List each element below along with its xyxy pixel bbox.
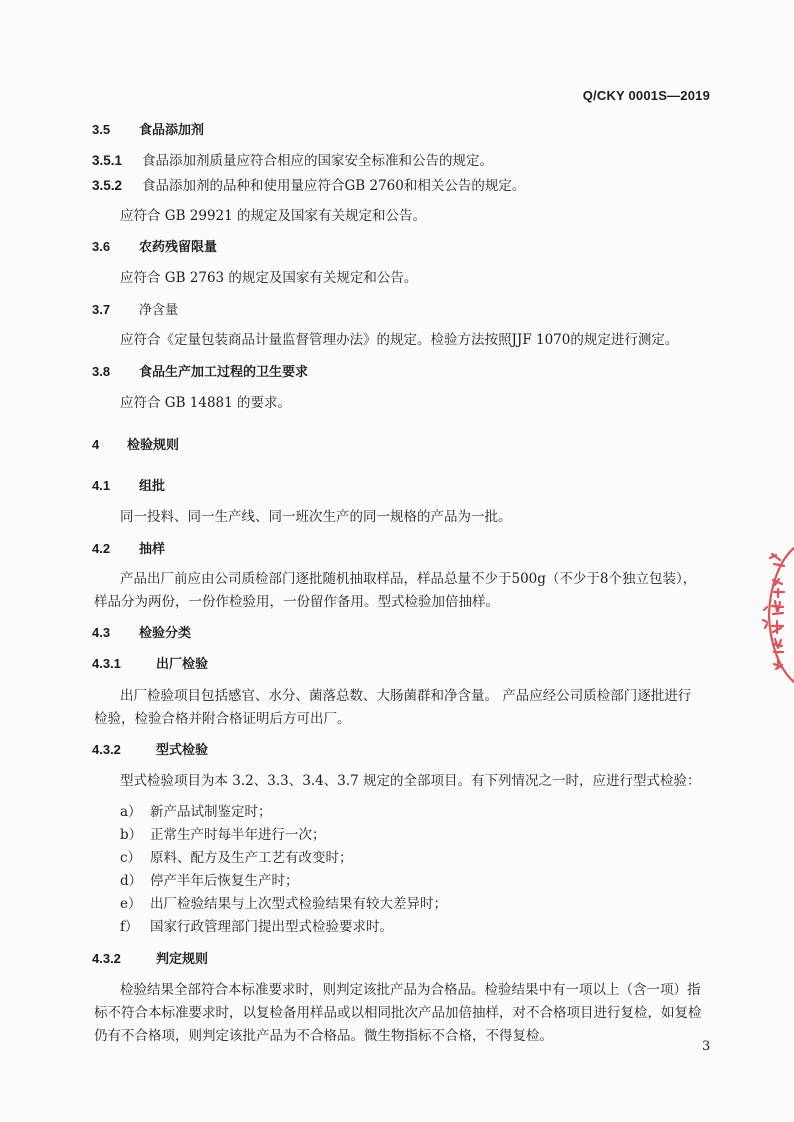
red-seal-stamp [760,540,794,690]
paragraph: 应符合 GB 2763 的规定及国家有关规定和公告。 [120,270,418,286]
section-heading-4-3: 4.3 检验分类 [92,625,192,641]
paragraph: 产品出厂前应由公司质检部门逐批随机抽取样品，样品总量不少于500g（不少于8个独立包装）， [120,571,697,587]
section-heading-4-3-2: 4.3.2 型式检验 [92,742,209,758]
page-number: 3 [702,1039,711,1054]
paragraph-continuation: 样品分为两份，一份作检验用，一份留作备用。型式检验加倍抽样。 [94,594,499,610]
paragraph: 检验结果全部符合本标准要求时，则判定该批产品为合格品。检验结果中有一项以上（含一项）指 [120,982,701,998]
list-item: e） 出厂检验结果与上次型式检验结果有较大差异时； [120,896,447,912]
clause-3-5-1: 3.5.1 食品添加剂质量应符合相应的国家安全标准和公告的规定。 [92,153,493,169]
paragraph-continuation: 仍有不合格项，则判定该批产品为不合格品。微生物指标不合格，不得复检。 [94,1028,553,1044]
paragraph: 应符合 GB 14881 的要求。 [120,395,292,411]
paragraph: 型式检验项目为本 3.2、3.3、3.4、3.7 规定的全部项目。有下列情况之一时，应进行型式检验： [120,773,701,789]
list-item: d） 停产半年后恢复生产时； [120,873,299,889]
paragraph: 出厂检验项目包括感官、水分、菌落总数、大肠菌群和净含量。 产品应经公司质检部门逐批进行 [120,688,692,704]
list-item: b） 正常生产时每半年进行一次； [120,827,326,843]
list-item: f） 国家行政管理部门提出型式检验要求时。 [120,919,393,935]
list-item: a） 新产品试制鉴定时； [120,804,272,820]
section-heading-3-5: 3.5 食品添加剂 [92,122,205,138]
section-heading-judgement-rules: 4.3.2 判定规则 [92,951,209,967]
paragraph: 应符合 GB 29921 的规定及国家有关规定和公告。 [120,208,427,224]
standard-number: Q/CKY 0001S—2019 [582,88,710,103]
section-heading-3-8: 3.8 食品生产加工过程的卫生要求 [92,364,309,380]
paragraph-continuation: 检验，检验合格并附合格证明后方可出厂。 [94,711,351,727]
paragraph: 同一投料、同一生产线、同一班次生产的同一规格的产品为一批。 [120,509,512,525]
section-heading-3-6: 3.6 农药残留限量 [92,239,218,255]
list-item: c） 原料、配方及生产工艺有改变时； [120,850,353,866]
section-heading-3-7: 3.7 净含量 [92,302,179,318]
paragraph: 应符合《定量包装商品计量监督管理办法》的规定。检验方法按照JJF 1070的规定进行测定。 [120,332,679,348]
chapter-heading-4: 4 检验规则 [92,437,180,453]
clause-3-5-2: 3.5.2 食品添加剂的品种和使用量应符合GB 2760和相关公告的规定。 [92,178,526,194]
section-heading-4-2: 4.2 抽样 [92,541,166,557]
section-heading-4-1: 4.1 组批 [92,478,166,494]
section-heading-4-3-1: 4.3.1 出厂检验 [92,656,209,672]
paragraph-continuation: 标不符合本标准要求时，以复检备用样品或以相同批次产品加倍抽样，对不合格项目进行复检，如复检 [94,1005,702,1021]
